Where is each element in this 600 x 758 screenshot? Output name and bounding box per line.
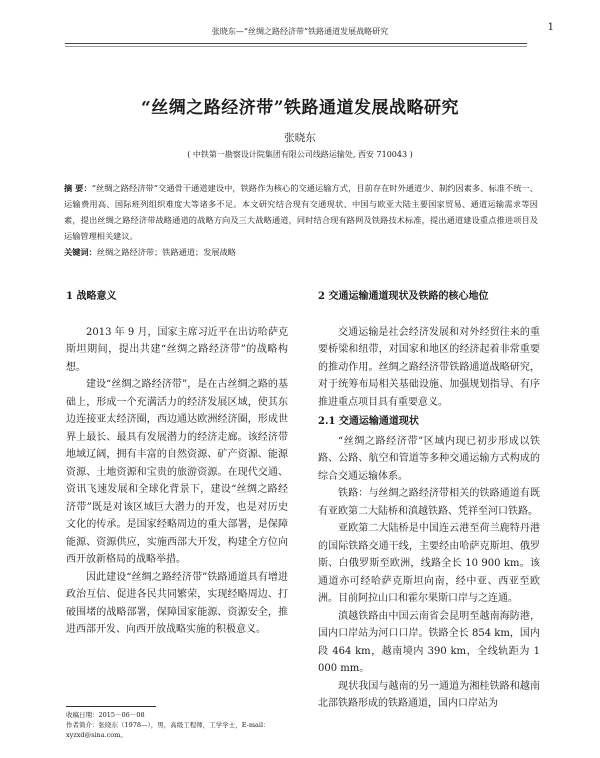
left-column bbox=[66, 288, 288, 639]
paragraph: 亚欧第二大陆桥是中国连云港至荷兰鹿特丹港的国际铁路交通干线，主要经由哈萨克斯坦、俄罗斯、白俄罗斯至欧洲，线路全长 10 900 km。该通道亦可经哈萨克斯坦向南，经中亚、西亚至欧洲。目前阿拉山口和霍尔果斯口岸与之连通。 bbox=[318, 523, 540, 604]
section-heading-1: 1 战略意义 bbox=[66, 291, 117, 302]
paragraph: 交通运输是社会经济发展和对外经贸往来的重要桥梁和纽带，对国家和地区的经济起着非常重要的推动作用。丝绸之路经济带铁路通道战略研究，对于统筹布局相关基础设施、加强规划指导、有序推进重点项目具有重要意义。 bbox=[318, 326, 540, 408]
footnote-rule bbox=[66, 706, 156, 707]
abstract bbox=[64, 180, 538, 244]
page-number: 1 bbox=[547, 22, 554, 33]
paragraph: 铁路：与丝绸之路经济带相关的铁路通道有既有亚欧第二大陆桥和滇越铁路、凭祥至河口铁路。 bbox=[318, 488, 540, 517]
subsection-heading-2-1: 2.1 交通运输通道现状 bbox=[318, 416, 419, 427]
keywords-label: 关键词： bbox=[64, 247, 97, 257]
author-name: 张晓东 bbox=[284, 132, 316, 144]
keywords bbox=[64, 245, 538, 259]
paragraph: 因此建设“丝绸之路经济带”铁路通道具有增进政治互信、促进各民共同繁荣，实现经略周边、打破围堵的战略部署，保障国家能源、资源安全，推进西部开发、向西开放战略实施的积极意义。 bbox=[66, 571, 288, 635]
abstract-text: “丝绸之路经济带”交通骨干通道建设中，铁路作为核心的交通运输方式，目前存在时外通道少、制约因素多、标准不统一、运输费用高、国际班列组织难度大等诸多不足。本文研究结合现有交通现状、中国与欧亚大陆主要国家贸易、通道运输需求等因素，提出丝绸之路经济带战略通道的战略方向及三大战略通道，同时结合现有路网及铁路技术标准，提出通道建设重点推进项目及运输管理相关建议。 bbox=[64, 183, 539, 241]
received-date: 收稿日期：2015－06－08 bbox=[66, 711, 145, 719]
header-rule-secondary bbox=[65, 46, 527, 47]
abstract-label: 摘 要： bbox=[64, 183, 92, 193]
footnote bbox=[66, 710, 288, 740]
paragraph: 建设“丝绸之路经济带”，是在古丝绸之路的基础上，形成一个充满活力的经济发展区域，使其东边连接亚太经济圈，西边通达欧洲经济圈，形成世界上最长、最具有发展潜力的经济走廊。该经济带地域辽阔，拥有丰富的自然资源、矿产资源、能源资源、土地资源和宝贵的旅游资源。在现代交通、资讯飞速发展和全球化背景下，建设“丝绸之路经济带”既是对该区域巨大潜力的开发，也是对历史文化的传承。是国家经略周边的重大部署，是保障能源、资源供应，实施西部大开发，构建全方位向西开放新格局的战略举措。 bbox=[66, 379, 288, 565]
paragraph: 现状我国与越南的另一通道为湘桂铁路和越南北部铁路形成的铁路通道，国内口岸站为 bbox=[318, 680, 540, 709]
running-head: 张晓东—“丝绸之路经济带”铁路通道发展战略研究 bbox=[211, 27, 389, 36]
header-rule bbox=[65, 43, 527, 44]
section-heading-2: 2 交通运输通道现状及铁路的核心地位 bbox=[318, 291, 489, 302]
paragraph: “丝绸之路经济带”区域内现已初步形成以铁路、公路、航空和管道等多种交通运输方式构成的综合交通运输体系。 bbox=[318, 435, 540, 482]
paper-title: “丝绸之路经济带”铁路通道发展战略研究 bbox=[140, 98, 460, 118]
paragraph: 滇越铁路由中国云南省会昆明至越南海防港，国内口岸站为河口口岸。铁路全长 854 km，国内段 464 km，越南境内 390 km，全线轨距为 1 000 mm。 bbox=[318, 610, 540, 674]
author-affiliation: ( 中铁第一勘察设计院集团有限公司线路运输处, 西安 710043 ) bbox=[187, 150, 413, 159]
keywords-text: 丝绸之路经济带；铁路通道；发展战略 bbox=[96, 247, 236, 257]
author-bio: 作者简介：张晓东（1978—），男，高级工程师，工学学士，E-mail：xyzxd@sina.com。 bbox=[66, 721, 270, 739]
paragraph: 2013 年 9 月，国家主席习近平在出访哈萨克斯坦期间，提出共建“丝绸之路经济带”的战略构想。 bbox=[66, 326, 288, 373]
right-column bbox=[318, 288, 540, 713]
